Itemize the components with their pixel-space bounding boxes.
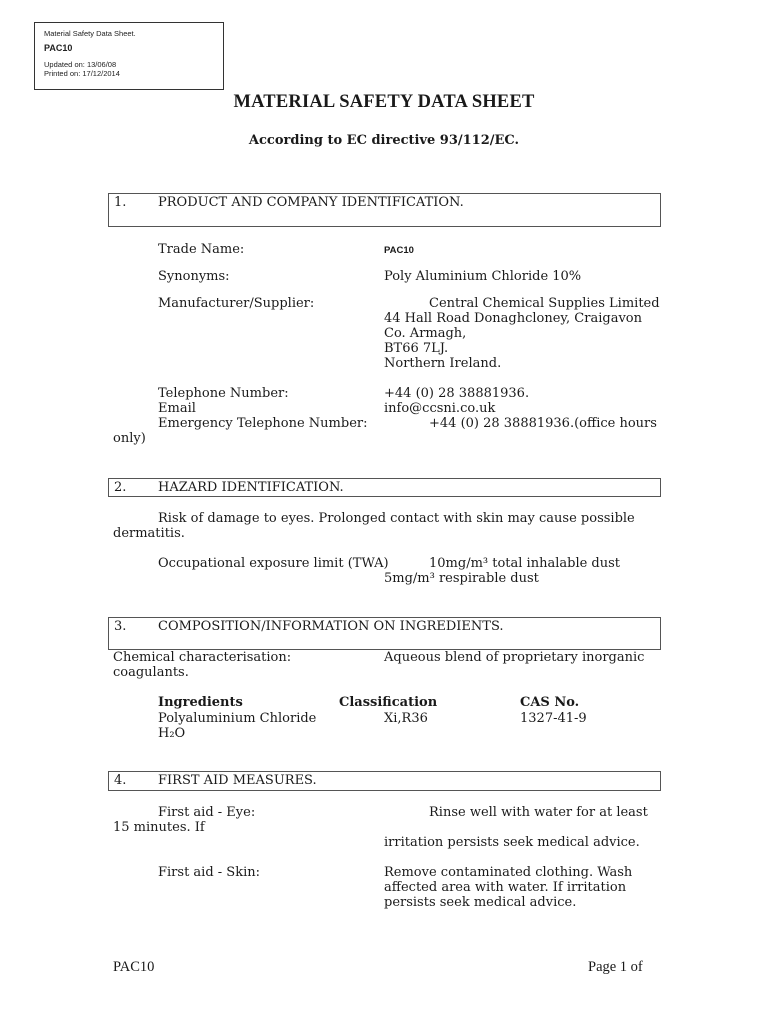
section-3-header bbox=[108, 617, 661, 650]
first-aid-skin-text: Remove contaminated clothing. Wash bbox=[384, 865, 633, 880]
section-4-header bbox=[108, 771, 661, 791]
section-title: HAZARD IDENTIFICATION. bbox=[158, 480, 344, 495]
first-aid-eye-label: First aid - Eye: bbox=[158, 805, 256, 820]
email-value: info@ccsni.co.uk bbox=[384, 401, 496, 416]
classification-column-header: Classification bbox=[339, 695, 438, 710]
section-2-header bbox=[108, 478, 661, 497]
synonyms-label: Synonyms: bbox=[158, 269, 230, 284]
section-title: FIRST AID MEASURES. bbox=[158, 773, 317, 788]
ingredient-classification: Xi,R36 bbox=[384, 711, 428, 726]
telephone-label: Telephone Number: bbox=[158, 386, 289, 401]
emergency-telephone-label: Emergency Telephone Number: bbox=[158, 416, 368, 431]
email-label: Email bbox=[158, 401, 196, 416]
document-header-box bbox=[34, 22, 224, 90]
risk-text: Risk of damage to eyes. Prolonged contact with skin may cause possible bbox=[158, 511, 635, 526]
synonyms-value: Poly Aluminium Chloride 10% bbox=[384, 269, 582, 284]
chemical-characterisation-value-cont: coagulants. bbox=[113, 665, 189, 680]
footer-page-number: Page 1 of bbox=[588, 959, 643, 975]
exposure-limit-value: 10mg/m³ total inhalable dust bbox=[429, 556, 621, 571]
emergency-telephone-value: +44 (0) 28 38881936.(office hours bbox=[429, 416, 657, 431]
address-line: 44 Hall Road Donaghcloney, Craigavon bbox=[384, 311, 642, 326]
risk-text: dermatitis. bbox=[113, 526, 185, 541]
trade-name-value: PAC10 bbox=[384, 245, 414, 256]
first-aid-eye-text: 15 minutes. If bbox=[113, 820, 205, 835]
first-aid-eye-text: Rinse well with water for at least bbox=[429, 805, 648, 820]
emergency-telephone-note: only) bbox=[113, 431, 146, 446]
chemical-characterisation-value: Aqueous blend of proprietary inorganic bbox=[384, 650, 645, 665]
ingredient-name: Polyaluminium Chloride bbox=[158, 711, 317, 726]
ingredients-column-header: Ingredients bbox=[158, 695, 243, 710]
first-aid-eye-text: irritation persists seek medical advice. bbox=[384, 835, 640, 850]
address-line: Co. Armagh, bbox=[384, 326, 467, 341]
telephone-value: +44 (0) 28 38881936. bbox=[384, 386, 530, 401]
section-number: 4. bbox=[114, 773, 127, 788]
address-line: Northern Ireland. bbox=[384, 356, 502, 371]
trade-name-label: Trade Name: bbox=[158, 242, 245, 257]
header-updated-date: Updated on: 13/06/08 bbox=[44, 60, 117, 69]
section-number: 1. bbox=[114, 195, 127, 210]
ingredient-cas-number: 1327-41-9 bbox=[520, 711, 587, 726]
cas-column-header: CAS No. bbox=[520, 695, 580, 710]
section-number: 3. bbox=[114, 619, 127, 634]
first-aid-skin-label: First aid - Skin: bbox=[158, 865, 261, 880]
first-aid-skin-text: affected area with water. If irritation bbox=[384, 880, 627, 895]
exposure-limit-label: Occupational exposure limit (TWA) bbox=[158, 556, 389, 571]
exposure-limit-value: 5mg/m³ respirable dust bbox=[384, 571, 539, 586]
section-title: PRODUCT AND COMPANY IDENTIFICATION. bbox=[158, 195, 464, 210]
section-title: COMPOSITION/INFORMATION ON INGREDIENTS. bbox=[158, 619, 504, 634]
address-line: Central Chemical Supplies Limited bbox=[429, 296, 660, 311]
first-aid-skin-text: persists seek medical advice. bbox=[384, 895, 577, 910]
header-doc-type: Material Safety Data Sheet. bbox=[44, 29, 136, 38]
page-title: MATERIAL SAFETY DATA SHEET bbox=[233, 92, 535, 112]
footer-product-code: PAC10 bbox=[113, 959, 155, 975]
page-subtitle: According to EC directive 93/112/EC. bbox=[248, 133, 520, 148]
section-1-header bbox=[108, 193, 661, 227]
header-product-code: PAC10 bbox=[44, 43, 73, 53]
chemical-characterisation-label: Chemical characterisation: bbox=[113, 650, 292, 665]
ingredient-formula: H₂O bbox=[158, 726, 186, 741]
section-number: 2. bbox=[114, 480, 127, 495]
manufacturer-label: Manufacturer/Supplier: bbox=[158, 296, 315, 311]
address-line: BT66 7LJ. bbox=[384, 341, 449, 356]
header-printed-date: Printed on: 17/12/2014 bbox=[44, 69, 120, 78]
